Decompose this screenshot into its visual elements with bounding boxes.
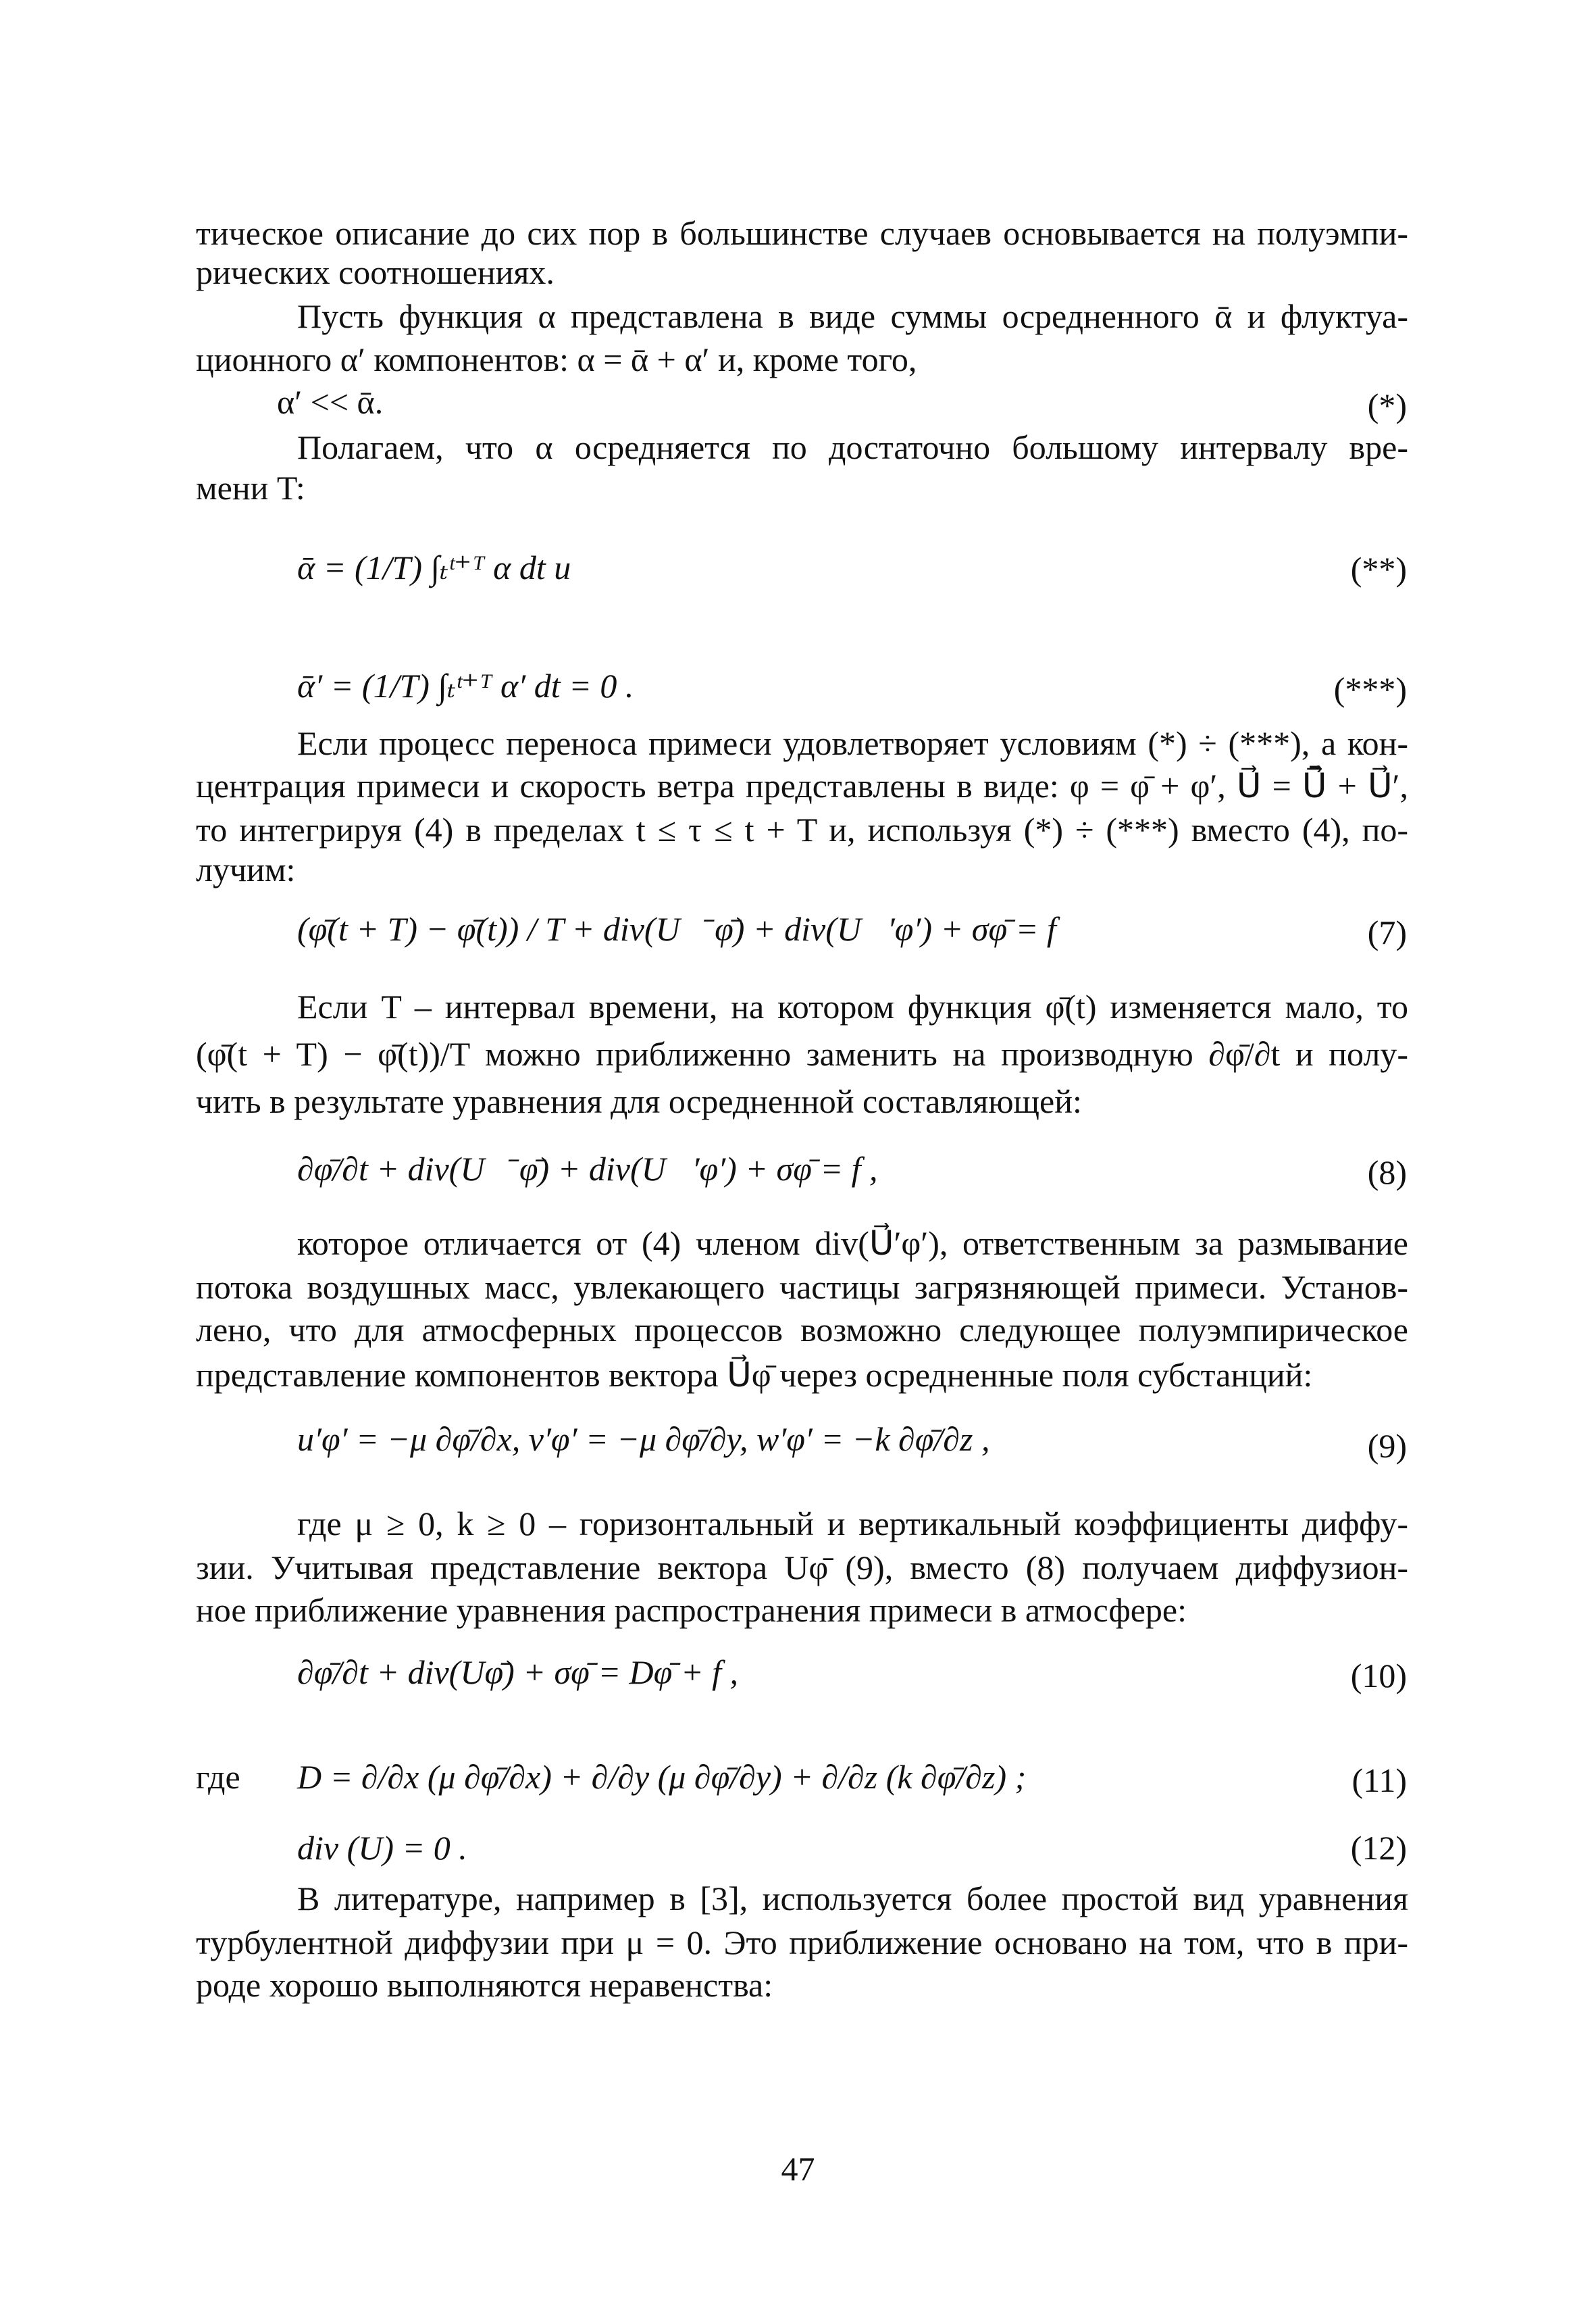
text-line: представление компонентов вектора U⃗φ̄ через осредненные поля субстанций: [196, 1356, 1313, 1394]
equation-tag: (9) [1367, 1427, 1407, 1465]
text-line: мени T: [196, 469, 305, 507]
equation-tag: (**) [1350, 550, 1407, 588]
text-line: турбулентной диффузии при μ = 0. Это приближение основано на том, что в при- [196, 1923, 1408, 1961]
text-line: рических соотношениях. [196, 253, 555, 291]
equation-12: div (U) = 0 . [297, 1829, 467, 1867]
text-line: Если T – интервал времени, на котором функция φ̄(t) изменяется мало, то [297, 988, 1408, 1026]
label-gde: где [196, 1758, 240, 1796]
text-line: где μ ≥ 0, k ≥ 0 – горизонтальный и вертикальный коэффициенты диффу- [297, 1505, 1408, 1542]
equation-9: u′φ′ = −μ ∂φ̄/∂x, v′φ′ = −μ ∂φ̄/∂y, w′φ′ = −k ∂φ̄/∂z , [297, 1420, 990, 1458]
text-line: ное приближение уравнения распространения примеси в атмосфере: [196, 1591, 1187, 1629]
text-line: Полагаем, что α осредняется по достаточно большому интервалу вре- [297, 428, 1408, 466]
text-line: В литературе, например в [3], используется более простой вид уравнения [297, 1880, 1408, 1917]
equation-tag: (7) [1367, 913, 1407, 951]
text-line: то интегрируя (4) в пределах t ≤ τ ≤ t + T и, используя (*) ÷ (***) вместо (4), по- [196, 811, 1408, 849]
equation-tag: (*) [1367, 386, 1407, 424]
text-line: центрация примеси и скорость ветра представлены в виде: φ = φ̄ + φ′, U⃗ = U⃗̄ + U⃗′, [196, 767, 1408, 805]
page-number: 47 [781, 2150, 815, 2188]
equation-tag: (***) [1333, 670, 1407, 708]
text-line: лучим: [196, 851, 296, 888]
text-line: ционного α′ компонентов: α = ᾱ + α′ и, кроме того, [196, 341, 917, 378]
equation-triple-star: ᾱ′ = (1/T) ∫ₜᵗ⁺ᵀ α′ dt = 0 . [297, 667, 634, 705]
equation-7: (φ̄(t + T) − φ̄(t)) / T + div(U⃗̄ φ̄) + div(U⃗′φ′) + σφ̄ = f [297, 910, 1056, 948]
text-line: лено, что для атмосферных процессов возможно следующее полуэмпирическое [196, 1311, 1408, 1349]
equation-tag: (12) [1350, 1829, 1407, 1867]
equation-8: ∂φ̄/∂t + div(U⃗̄ φ̄) + div(U⃗′φ′) + σφ̄ = f , [297, 1150, 878, 1188]
equation-11: D = ∂/∂x (μ ∂φ̄/∂x) + ∂/∂y (μ ∂φ̄/∂y) + ∂/∂z (k ∂φ̄/∂z) ; [297, 1758, 1027, 1796]
text-line: зии. Учитывая представление вектора Uφ̄ (9), вместо (8) получаем диффузион- [196, 1549, 1408, 1586]
equation-tag: (8) [1367, 1153, 1407, 1191]
text-line: которое отличается от (4) членом div(U⃗′φ′), ответственным за размывание [297, 1224, 1408, 1262]
equation-10: ∂φ̄/∂t + div(Uφ̄) + σφ̄ = Dφ̄ + f , [297, 1653, 738, 1691]
equation-tag: (11) [1352, 1761, 1407, 1799]
equation-star: α′ << ᾱ. [277, 383, 384, 421]
text-line: роде хорошо выполняются неравенства: [196, 1966, 773, 2004]
text-line: чить в результате уравнения для осредненной составляющей: [196, 1082, 1082, 1120]
text-line: потока воздушных масс, увлекающего частицы загрязняющей примеси. Установ- [196, 1268, 1408, 1306]
text-line: (φ̄(t + T) − φ̄(t))/T можно приближенно заменить на производную ∂φ̄/∂t и полу- [196, 1035, 1408, 1073]
text-line: Пусть функция α представлена в виде суммы осредненного ᾱ и флуктуа- [297, 297, 1408, 335]
equation-double-star: ᾱ = (1/T) ∫ₜᵗ⁺ᵀ α dt и [297, 549, 571, 586]
text-line: тическое описание до сих пор в большинстве случаев основывается на полуэмпи- [196, 214, 1408, 252]
text-line: Если процесс переноса примеси удовлетворяет условиям (*) ÷ (***), а кон- [297, 724, 1408, 762]
equation-tag: (10) [1350, 1657, 1407, 1694]
